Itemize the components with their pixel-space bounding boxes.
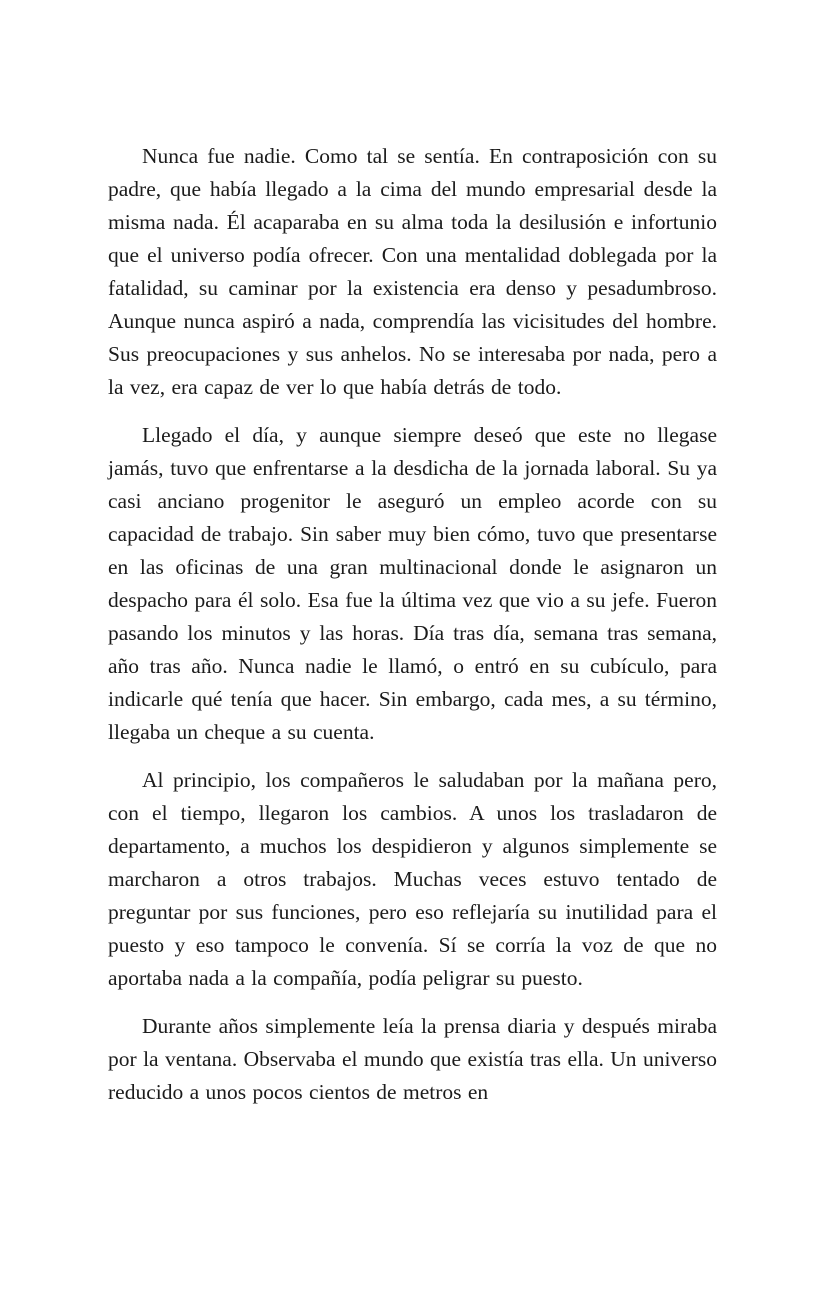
- paragraph-4: Durante años simplemente leía la prensa diaria y después miraba por la ventana. Observaba el mundo que existía tras ella. Un universo reducido a unos pocos cientos de metros en: [108, 1014, 717, 1104]
- paragraph-3: Al principio, los compañeros le saludaban por la mañana pero, con el tiempo, llegaron los cambios. A unos los trasladaron de departamento, a muchos los despidieron y algunos simplemente se marcharon a otros trabajos. Muchas veces estuvo tentado de preguntar por sus funciones, pero eso reflejaría su inutilidad para el puesto y eso tampoco le convenía. Sí se corría la voz de que no aportaba nada a la compañía, podía peligrar su puesto.: [108, 768, 717, 990]
- paragraph-2: Llegado el día, y aunque siempre deseó que este no llegase jamás, tuvo que enfrentarse a la desdicha de la jornada laboral. Su ya casi anciano progenitor le aseguró un empleo acorde con su capacidad de trabajo. Sin saber muy bien cómo, tuvo que presentarse en las oficinas de una gran multinacional donde le asignaron un despacho para él solo. Esa fue la última vez que vio a su jefe. Fueron pasando los minutos y las horas. Día tras día, semana tras semana, año tras año. Nunca nadie le llamó, o entró en su cubículo, para indicarle qué tenía que hacer. Sin embargo, cada mes, a su término, llegaba un cheque a su cuenta.: [108, 423, 717, 744]
- text-block: [108, 140, 717, 1109]
- paragraph-1: Nunca fue nadie. Como tal se sentía. En contraposición con su padre, que había llegado a la cima del mundo empresarial desde la misma nada. Él acaparaba en su alma toda la desilusión e infortunio que el universo podía ofrecer. Con una mentalidad doblegada por la fatalidad, su caminar por la existencia era denso y pesadumbroso. Aunque nunca aspiró a nada, comprendía las vicisitudes del hombre. Sus preocupaciones y sus anhelos. No se interesaba por nada, pero a la vez, era capaz de ver lo que había detrás de todo.: [108, 144, 717, 399]
